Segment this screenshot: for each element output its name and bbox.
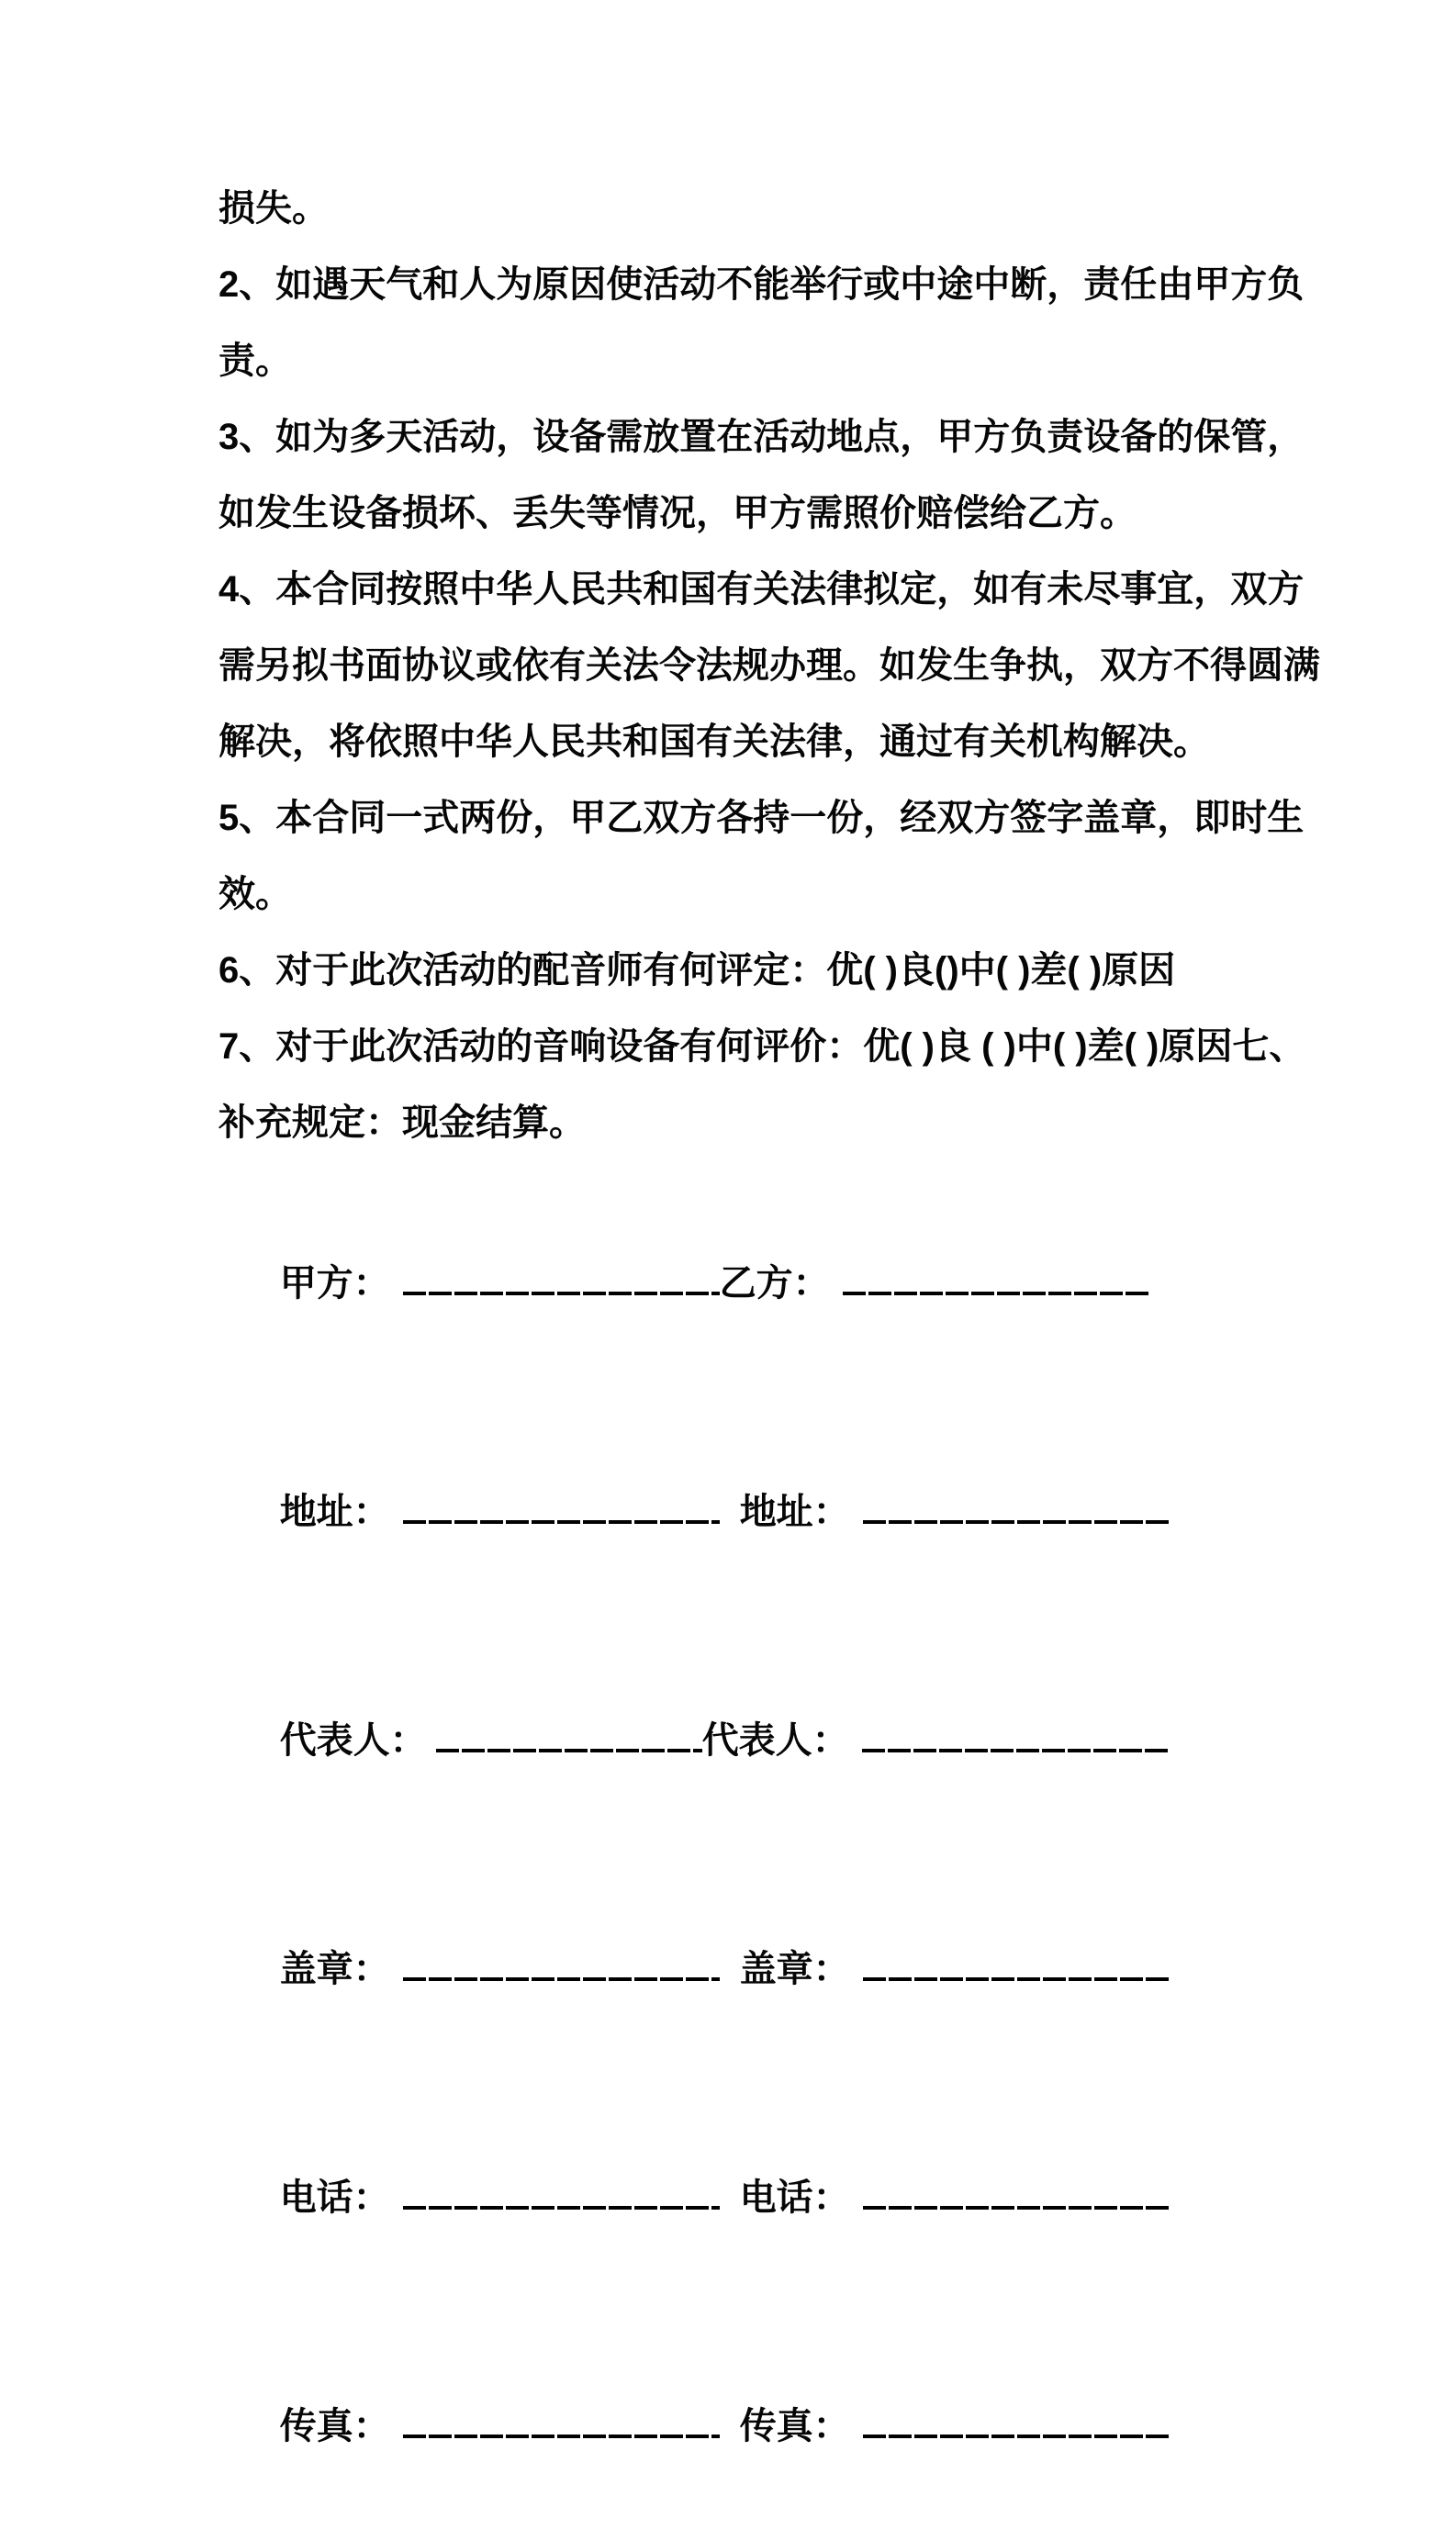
representative-b-label: 代表人： <box>701 1720 849 1761</box>
fax-b-blank-line <box>863 2398 1170 2438</box>
body-line: 损失。 <box>218 188 329 229</box>
body-line: 责。 <box>218 341 292 381</box>
body-line: 需另拟书面协议或依有关法令法规办理。如发生争执，双方不得圆满 <box>218 645 1320 686</box>
body-line: 如发生设备损坏、丢失等情况，甲方需照价赔偿给乙方。 <box>218 493 1137 533</box>
signature-row-address <box>218 1398 1320 1627</box>
body-line-clause-3: 3、如为多天活动，设备需放置在活动地点，甲方负责设备的保管， <box>218 417 1305 457</box>
address-a-blank-line <box>403 1483 720 1524</box>
signature-block <box>218 1170 1320 2541</box>
body-line-clause-4: 4、本合同按照中华人民共和国有关法律拟定，如有未尽事宜，双方 <box>218 569 1305 610</box>
body-line: 效。 <box>218 874 292 914</box>
party-b-label: 乙方： <box>719 1263 830 1304</box>
representative-a-label: 代表人： <box>279 1720 427 1761</box>
body-line-clause-5: 5、本合同一式两份，甲乙双方各持一份，经双方签字盖章，即时生 <box>218 798 1305 838</box>
body-line-clause-2: 2、如遇天气和人为原因使活动不能举行或中途中断，责任由甲方负 <box>218 264 1305 305</box>
signature-row-fax <box>218 2312 1320 2541</box>
body-line-supplement: 补充规定：现金结算。 <box>218 1103 586 1143</box>
body-line-clause-6: 6、对于此次活动的配音师有何评定：优( )良()中( )差( )原因 <box>218 950 1176 991</box>
fax-a-blank-line <box>403 2398 720 2438</box>
representative-b-blank-line <box>862 1712 1170 1752</box>
address-a-label: 地址： <box>279 1492 390 1532</box>
phone-b-blank-line <box>863 2169 1170 2210</box>
signature-row-seal <box>218 1855 1320 2084</box>
phone-b-label: 电话： <box>739 2177 850 2218</box>
address-b-label: 地址： <box>739 1492 850 1532</box>
body-line-clause-7: 7、对于此次活动的音响设备有何评价：优( )良 ( )中( )差( )原因七、 <box>218 1026 1306 1067</box>
signature-row-phone <box>218 2084 1320 2312</box>
address-b-blank-line <box>863 1483 1170 1524</box>
seal-a-blank-line <box>403 1941 720 1981</box>
party-a-blank-line <box>403 1255 720 1295</box>
party-a-label: 甲方： <box>279 1263 390 1304</box>
phone-a-label: 电话： <box>279 2177 390 2218</box>
seal-a-label: 盖章： <box>279 1949 390 1989</box>
body-line: 解决，将依照中华人民共和国有关法律，通过有关机构解决。 <box>218 722 1210 762</box>
phone-a-blank-line <box>403 2169 720 2210</box>
contract-body <box>218 171 1320 1161</box>
signature-row-representative <box>218 1627 1320 1855</box>
representative-a-blank-line <box>436 1712 702 1752</box>
fax-a-label: 传真： <box>279 2406 390 2446</box>
fax-b-label: 传真： <box>739 2406 850 2446</box>
party-b-blank-line <box>843 1255 1150 1295</box>
seal-b-blank-line <box>863 1941 1170 1981</box>
seal-b-label: 盖章： <box>739 1949 850 1989</box>
signature-row-party <box>218 1170 1320 1398</box>
